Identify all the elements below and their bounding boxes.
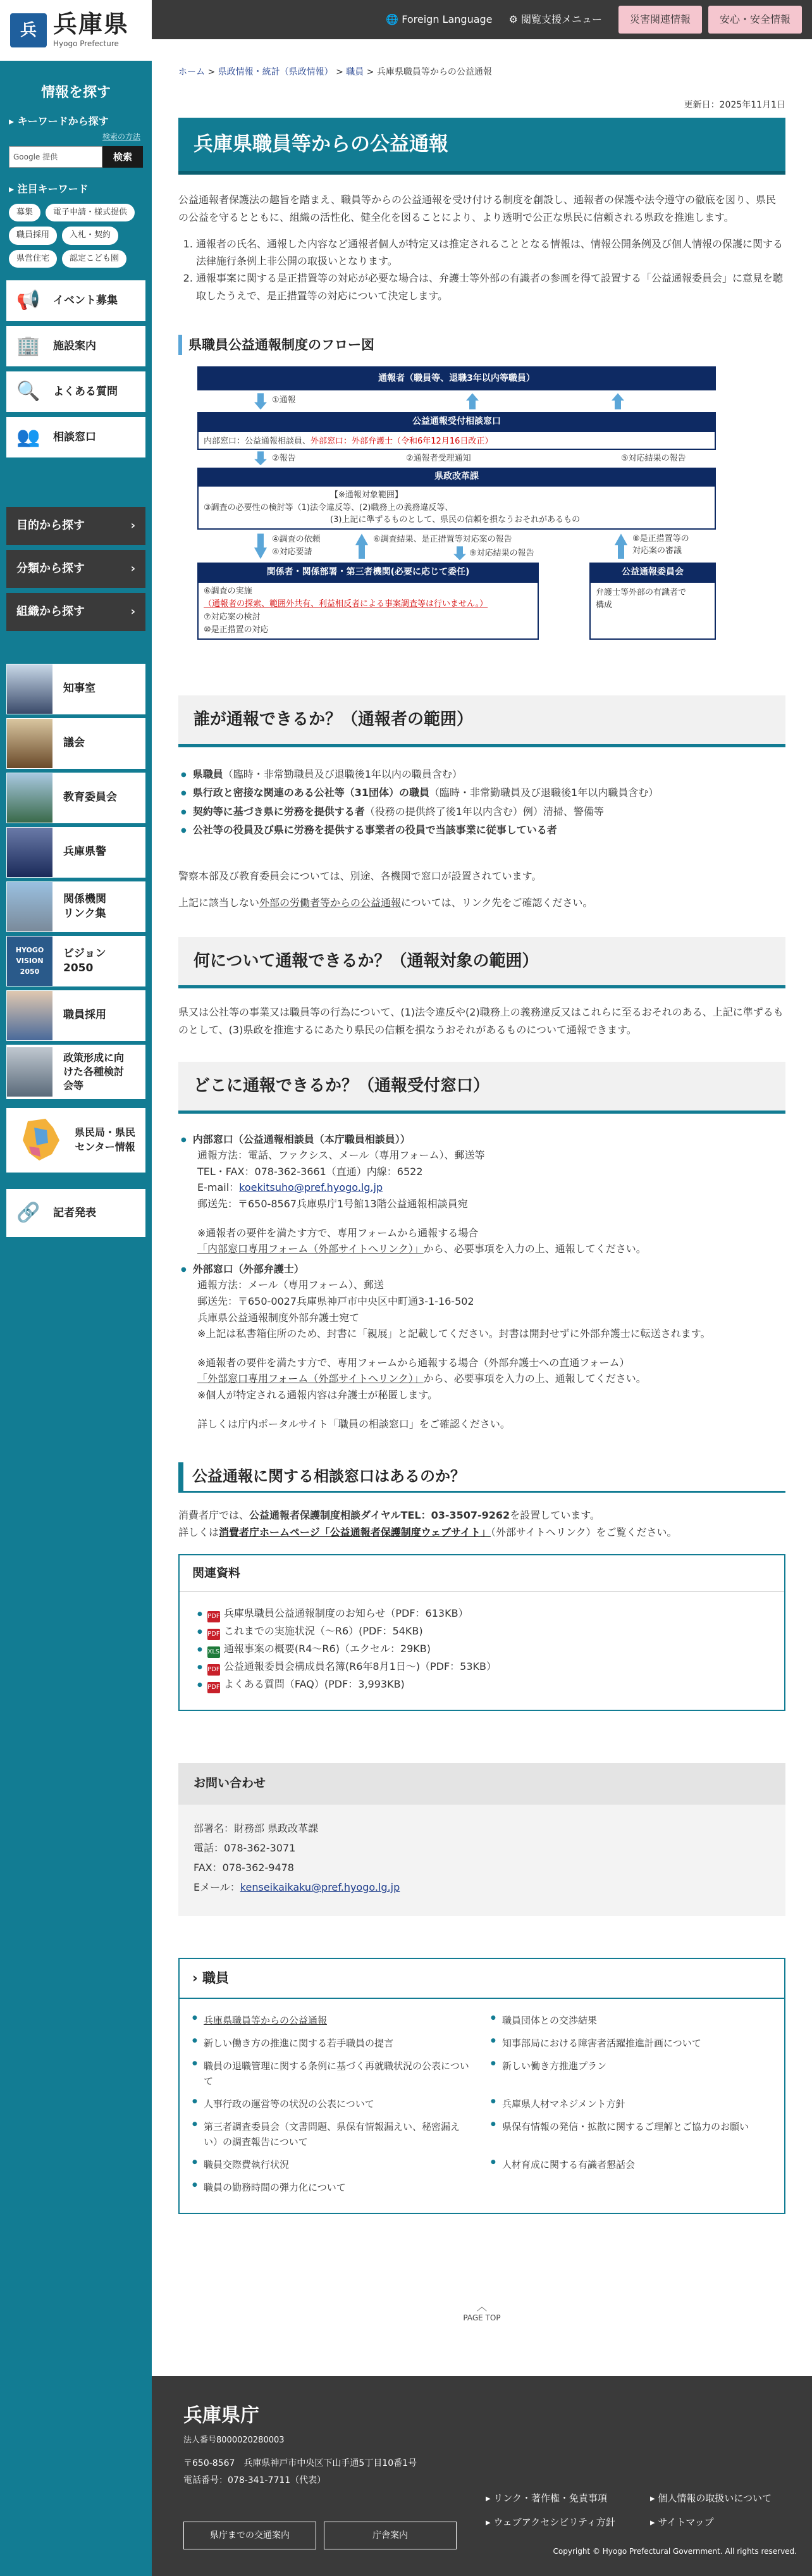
sidebar-heading: 情報を探す (40, 85, 111, 101)
link-policy-meetings[interactable] (6, 1045, 145, 1099)
footer-corp-number: 法人番号8000020280003 (183, 2436, 285, 2445)
vision-logo-icon: HYOGO VISION 2050 (7, 936, 52, 986)
menu-events[interactable] (6, 280, 145, 321)
flow-label (272, 533, 321, 558)
thumb-label: ビジョン 2050 (63, 947, 106, 974)
foreign-language-label: Foreign Language (402, 13, 493, 25)
thumb-label: 職員採用 (63, 1009, 106, 1022)
category-link[interactable]: ● 職員団体との交渉結果 (491, 2013, 772, 2028)
sidebar (0, 0, 152, 2576)
email-link[interactable]: koekitsuho@pref.hyogo.lg.jp (239, 1181, 383, 1194)
category-link[interactable]: ● 兵庫県人材マネジメント方針 (491, 2096, 772, 2112)
list-item (181, 821, 785, 840)
link-governor[interactable] (6, 664, 145, 714)
thumb-label: 議会 (63, 737, 85, 750)
external-form-link[interactable]: 「外部窓口専用フォーム（外部サイトへリンク）」 (197, 1372, 424, 1385)
nav-label: 目的から探す (16, 518, 85, 532)
arrow-down-icon (254, 393, 267, 409)
keyword-tag[interactable]: 県営住宅 (9, 250, 57, 268)
link-assembly[interactable] (6, 718, 145, 769)
nav-by-organization[interactable] (6, 593, 145, 631)
flow-label: ⑥調査結果、是正措置等対応案の報告 (373, 535, 512, 545)
link-recruitment[interactable] (6, 990, 145, 1041)
keyword-tags (0, 197, 152, 276)
flow-text: ⑦対応案の検討 (204, 612, 261, 622)
desk-line: ※通報者の要件を満たす方で、専用フォームから通報する場合（外部弁護士への直通フォーム） (197, 1356, 630, 1369)
external-workers-link[interactable]: 外部の労働者等からの公益通報 (259, 897, 402, 909)
who-bold: 公社等の役員及び県に労務を提供する事業者の役員で当該事業に従事している者 (192, 824, 557, 837)
flow-dept-body (197, 582, 539, 640)
who-text: （臨時・非常勤職員及び退職後1年以内職員含む） (429, 787, 659, 799)
desk-line: 郵送先：〒650-8567兵庫県庁1号館13階公益通報相談員宛 (197, 1197, 468, 1210)
consult-piece: 詳しくは (178, 1526, 219, 1539)
category-link[interactable]: ● 職員交際費執行状況 (192, 2157, 473, 2172)
reading-support-link[interactable] (509, 12, 602, 28)
menu-label: 施設案内 (53, 339, 96, 352)
category-link[interactable]: ● 第三者調査委員会（文書問題、県保有情報漏えい、秘密漏えい）の調査報告について (192, 2119, 473, 2150)
assembly-photo (7, 719, 52, 768)
contact-box (178, 1763, 785, 1916)
nav-by-category[interactable] (6, 550, 145, 588)
section-who-heading: 誰が通報できるか？（通報者の範囲） (178, 695, 785, 747)
doc-link[interactable] (197, 1676, 766, 1693)
nav-label: 組織から探す (16, 604, 85, 618)
main-area (152, 0, 812, 2576)
search-howto-link[interactable]: 検索の方法 (102, 132, 140, 141)
copyright: Copyright © Hyogo Prefectural Government. All rights reserved. (553, 2547, 797, 2556)
disaster-info-button[interactable]: 災害関連情報 (618, 6, 702, 34)
consult-dial: 公益通報者保護制度相談ダイヤルTEL：03-3507-9262 (249, 1509, 510, 1522)
building-guide-button[interactable]: 庁舎案内 (324, 2522, 457, 2549)
footer-addr: 〒650-8567 兵庫県神戸市中央区下山手通5丁目10番1号 (183, 2458, 417, 2468)
footer-link[interactable]: ▸ リンク・著作権・免責事項 (486, 2491, 607, 2506)
flow-desk-internal: 内部窓口：公益通報相談員、 (204, 437, 311, 447)
keyword-tag[interactable]: 電子申請・様式提供 (46, 204, 135, 221)
gear-icon: ⚙ (508, 13, 521, 25)
list-item (181, 765, 785, 784)
desk-text: から、必要事項を入力の上、通報してください。 (423, 1372, 646, 1385)
note-text: については、リンク先をご確認ください。 (401, 897, 593, 909)
list-item (181, 783, 785, 802)
featured-keywords-heading: ▸ 注目キーワード (0, 168, 152, 197)
search-button[interactable]: 検索 (102, 146, 143, 168)
list-item: 1. 通報者の氏名、通報した内容など通報者個人が特定又は推定されることとなる情報は、情報公開条例及び個人情報の保護に関する法律施行条例上非公開の取扱いとなります。 (196, 235, 785, 270)
arrow-up-icon (355, 533, 368, 559)
flow-desk-body (197, 431, 716, 450)
flow-desk-title: 公益通報受付相談窓口 (197, 412, 716, 431)
globe-icon: 🌐 (386, 13, 402, 25)
governor-photo (7, 664, 52, 714)
link-chain-icon: 🔗 (16, 1201, 40, 1224)
thumb-label: 政策形成に向 けた各種検討 会等 (63, 1052, 125, 1092)
thumb-label: 教育委員会 (63, 791, 117, 804)
who-bold: 契約等に基づき県に労務を提供する者 (192, 805, 365, 818)
flow-text: ⑩是正措置の対応 (204, 625, 269, 635)
category-heading (180, 1959, 784, 1999)
internal-desk-title: 内部窓口（公益通報相談員（本庁職員相談員）） (192, 1133, 410, 1145)
flow-label: ①通報 (272, 395, 296, 406)
magnifier-icon: 🔍 (16, 380, 40, 402)
consult-piece: を設置しています。 (510, 1509, 600, 1522)
category-link[interactable]: ● 新しい働き方推進プラン (491, 2058, 772, 2089)
who-text: （臨時・非常勤職員及び退職後1年以内の職員含む） (223, 768, 462, 780)
keyword-tag[interactable]: 入札・契約 (62, 227, 118, 244)
city-photo (7, 882, 52, 931)
related-docs-box (178, 1554, 785, 1711)
breadcrumb-item[interactable]: 県政情報・統計（県政情報） (218, 67, 333, 77)
site-logo[interactable] (0, 0, 152, 62)
desk-line (197, 1179, 785, 1196)
flow-label: ⑧是正措置等の 対応案の審議 (632, 534, 689, 556)
recruit-photo (7, 991, 52, 1040)
pdf-icon: PDF (207, 1682, 220, 1693)
chevron-right-icon: › (130, 518, 135, 532)
chevron-up-icon: ︿ (476, 2301, 487, 2313)
search-input[interactable]: Google 提供 (9, 146, 102, 168)
footer-link[interactable]: ▸ 個人情報の取扱いについて (650, 2491, 772, 2506)
who-bold: 県職員 (192, 768, 223, 780)
foreign-language-link[interactable] (386, 12, 492, 28)
menu-label: よくある質問 (53, 385, 118, 398)
contact-fax: FAX：078-362-9478 (194, 1861, 294, 1874)
menu-faq[interactable] (6, 371, 145, 412)
education-photo (7, 773, 52, 823)
safety-info-button[interactable]: 安心・安全情報 (708, 6, 802, 34)
desk-line: ※上記は私書箱住所のため、封書に「親展」と記載してください。封書は開封せずに外部弁護士に転送されます。 (197, 1328, 711, 1340)
email-label: E-mail： (197, 1181, 240, 1194)
arrow-up-icon (466, 393, 479, 409)
doc-link[interactable] (197, 1658, 766, 1676)
updated-date: 更新日：2025年11月1日 (684, 100, 785, 110)
footer-address (183, 2455, 417, 2490)
breadcrumb-current: 兵庫県職員等からの公益通報 (376, 67, 492, 77)
reading-support-label: 閲覧支援メニュー (520, 13, 602, 25)
flow-text: (3)上記に準ずるものとして、県民の信頼を損なうおそれがあるもの (330, 515, 581, 525)
flow-text: ⑥調査の実施 (204, 587, 252, 597)
keyword-tag[interactable]: 認定こども園 (62, 250, 126, 268)
category-link[interactable]: ● 職員の勤務時間の弾力化について (192, 2180, 473, 2195)
section-where-heading: どこに通報できるか？（通報受付窓口） (178, 1062, 785, 1113)
category-link[interactable]: ● 職員の退職管理に関する条例に基づく再就職状況の公表について (192, 2058, 473, 2089)
desk-line: 通報方法：メール（専用フォーム）、郵送 (197, 1279, 384, 1291)
link-regional-centers[interactable] (6, 1108, 145, 1173)
intro-list (178, 235, 785, 304)
building-icon: 🏢 (16, 334, 40, 357)
flow-label: ②通報者受理通知 (406, 454, 471, 464)
internal-form-link[interactable]: 「内部窓口専用フォーム（外部サイトへリンク）」 (197, 1243, 424, 1255)
page-top-label: PAGE TOP (463, 2313, 501, 2322)
nav-label: 分類から探す (16, 561, 85, 575)
arrow-up-icon (615, 533, 627, 559)
flow-whistleblower: 通報者（職員等、退職3年以内等職員） (197, 366, 716, 390)
related-docs-list (180, 1592, 784, 1693)
page-title: 兵庫県職員等からの公益通報 (178, 118, 785, 175)
excel-icon: XLS (207, 1646, 220, 1658)
link-education-board[interactable] (6, 773, 145, 823)
external-desk-title: 外部窓口（外部弁護士） (192, 1262, 304, 1275)
access-button[interactable]: 県庁までの交通案内 (183, 2522, 316, 2549)
flow-label: ②報告 (272, 454, 296, 464)
hyogo-map-icon (15, 1115, 66, 1166)
chevron-right-icon: › (130, 604, 135, 618)
list-item: 2. 通報事案に関する是正措置等の対応が必要な場合は、弁護士等外部の有識者の参画を得て設置する「公益通報委員会」に意見を聴取したうえで、是正措置等の対応について決定します。 (196, 270, 785, 304)
category-link[interactable]: ● 兵庫県職員等からの公益通報 (192, 2013, 473, 2028)
desk-line (197, 1241, 785, 1257)
link-press-release[interactable] (6, 1189, 145, 1237)
contact-dept: 部署名：財務部 県政改革課 (194, 1822, 319, 1834)
desk-line: ※個人が特定される通報内容は弁護士が秘匿します。 (197, 1388, 438, 1401)
keyword-search-heading: ▸ キーワードから探す (0, 109, 152, 130)
footer-link[interactable]: ▸ ウェブアクセシビリティ方針 (486, 2515, 615, 2530)
thumb-label: 関係機関 リンク集 (63, 892, 106, 920)
flow-diagram (178, 335, 785, 696)
flow-label-instruct: ④対応要請 (272, 547, 312, 557)
desk-line: 兵庫県公益通報制度外部弁護士宛て (197, 1311, 360, 1324)
external-desk-item (181, 1261, 785, 1432)
chevron-right-icon: › (192, 1970, 202, 1986)
banner-label: 県民局・県民 センター情報 (75, 1126, 136, 1153)
internal-desk-body (181, 1147, 785, 1257)
consult-text (178, 1507, 785, 1541)
menu-facilities[interactable] (6, 326, 145, 366)
desk-line: ※通報者の要件を満たす方で、専用フォームから通報する場合 (197, 1226, 479, 1239)
consult-piece: 消費者庁では、 (178, 1509, 250, 1522)
flow-text: 【※通報対象範囲】 (330, 490, 403, 501)
flow-dept-title: 関係者・関係部署・第三者機関(必要に応じて委任) (197, 563, 539, 582)
email-label: Eメール： (194, 1881, 240, 1894)
arrow-down-icon (254, 451, 267, 465)
where-list (178, 1131, 785, 1433)
menu-label: 記者発表 (53, 1206, 96, 1219)
doc-label: 兵庫県職員公益通報制度のお知らせ（PDF：613KB） (223, 1607, 469, 1620)
who-text: （役務の提供終了後1年以内含む）例）清掃、警備等 (364, 805, 604, 818)
desk-line: 郵送先：〒650-0027兵庫県神戸市中央区中町通3-1-16-502 (197, 1295, 474, 1307)
desk-line: 通報方法：電話、ファクシス、メール（専用フォーム）、郵送等 (197, 1149, 485, 1162)
site-title-en: Hyogo Prefecture (53, 39, 119, 48)
section-what-heading: 何について通報できるか？（通報対象の範囲） (178, 937, 785, 988)
contact-email (194, 1877, 770, 1897)
flow-admin-body (197, 485, 716, 530)
menu-label: 相談窓口 (53, 430, 96, 444)
desk-text: から、必要事項を入力の上、通報してください。 (423, 1243, 646, 1255)
footer-name: 兵庫県庁 (183, 2405, 259, 2427)
category-link[interactable]: ● 人事行政の運営等の状況の公表について (192, 2096, 473, 2112)
site-title: 兵庫県 (53, 9, 130, 38)
page-top-button[interactable] (152, 2302, 812, 2324)
doc-link[interactable] (197, 1640, 766, 1658)
doc-link[interactable] (197, 1622, 766, 1640)
flow-canvas (197, 366, 716, 695)
footer-link[interactable]: ▸ サイトマップ (650, 2515, 714, 2530)
thumb-label: 兵庫県警 (63, 845, 106, 859)
category-link[interactable]: ● 新しい働き方の推進に関する若手職員の提言 (192, 2036, 473, 2051)
category-link[interactable]: ● 県保有情報の発信・拡散に関するご理解とご協力のお願い (491, 2119, 772, 2150)
doc-label: 公益通報委員会構成員名簿(R6年8月1日～)（PDF：53KB） (223, 1660, 497, 1673)
related-docs-heading: 関連資料 (180, 1555, 784, 1592)
arrow-up-icon (612, 393, 624, 409)
intro-text: 公益通報者保護法の趣旨を踏まえ、職員等からの公益通報を受け付ける制度を創設し、通報者の保護や法令遵守の徹底を図り、県民の公益を守るとともに、組織の活性化、健全化を図ることにより、より透明で公正な県民に信頼される県政を推進します。 (178, 194, 776, 224)
who-list (178, 765, 785, 840)
prefecture-emblem-icon: 兵 (10, 13, 47, 47)
category-link[interactable]: ● 知事部局における障害者活躍推進計画について (491, 2036, 772, 2051)
footer (152, 2376, 812, 2576)
category-link[interactable]: ● 人材育成に関する有識者懇話会 (491, 2157, 772, 2172)
flow-label: ⑤対応結果の報告 (621, 454, 686, 464)
flow-label: ⑨対応結果の報告 (469, 549, 534, 559)
people-icon: 👥 (16, 425, 40, 448)
contact-tel: 電話：078-362-3071 (194, 1841, 296, 1854)
footer-tel: 電話番号：078-341-7711（代表） (183, 2475, 326, 2486)
doc-label: よくある質問（FAQ）(PDF：3,993KB) (223, 1678, 405, 1691)
content (178, 118, 785, 2214)
breadcrumb: ホーム > 県政情報・統計（県政情報） > 職員 > 兵庫県職員等からの公益通報 (178, 67, 492, 77)
desk-line: TEL・FAX：078-362-3661（直通）内線：6522 (197, 1165, 423, 1178)
flow-text: ③調査の必要性の検討等（1)法令違反等、(2)職務上の義務違反等、 (204, 502, 453, 513)
flow-committee-body: 弁護士等外部の有識者で 構成 (589, 582, 716, 640)
thumb-label: 知事室 (63, 682, 95, 695)
link-related-orgs[interactable] (6, 881, 145, 932)
breadcrumb-item[interactable]: 職員 (346, 67, 364, 77)
section-consult-heading: 公益通報に関する相談窓口はあるのか？ (178, 1462, 785, 1493)
pdf-icon: PDF (207, 1611, 220, 1622)
caa-website-link[interactable]: 消費者庁ホームページ「公益通報者保護制度ウェブサイト」 (219, 1526, 491, 1539)
nav-by-purpose[interactable] (6, 507, 145, 545)
contact-email-link[interactable]: kenseikaikaku@pref.hyogo.lg.jp (240, 1881, 400, 1894)
flow-heading: 県職員公益通報制度のフロー図 (178, 335, 785, 356)
consult-piece: （外部サイトへリンク）をご覧ください。 (490, 1526, 677, 1539)
flow-admin-title: 県政改革課 (197, 468, 716, 485)
chevron-right-icon: › (130, 561, 135, 575)
megaphone-icon: 📢 (16, 289, 40, 311)
who-note-external (178, 894, 785, 912)
desk-line: 詳しくは庁内ポータルサイト「職員の相談窓口」をご確認ください。 (197, 1417, 510, 1430)
breadcrumb-home[interactable]: ホーム (178, 67, 205, 77)
flow-text: （通報者の探索、範囲外共有、利益相反者による事案調査等は行いません。） (204, 599, 488, 609)
pdf-icon: PDF (207, 1629, 220, 1640)
contact-heading: お問い合わせ (178, 1763, 785, 1804)
arrow-down-icon (453, 546, 466, 560)
external-desk-body (181, 1277, 785, 1432)
doc-label: これまでの実施状況（～R6）(PDF：54KB) (223, 1625, 423, 1638)
list-item (181, 802, 785, 821)
doc-label: 通報事案の概要(R4～R6)（エクセル：29KB) (223, 1643, 431, 1655)
arrow-down-icon (254, 533, 267, 559)
keyword-tag[interactable]: 職員採用 (9, 227, 57, 244)
who-bold: 県行政と密接な関連のある公社等（31団体）の職員 (192, 787, 430, 799)
flow-label-request: ④調査の依頼 (272, 535, 321, 545)
what-text: 県又は公社等の事業又は職員等の行為について、(1)法令違反や(2)職務上の義務違反又はこれらに至るおそれのある、上記に準ずるものとして、(3)県政を推進するにあたり県民の信頼を損なうおそれがあるものについて通報できます。 (178, 1006, 784, 1036)
doc-link[interactable] (197, 1605, 766, 1622)
desk-line (197, 1371, 785, 1387)
category-links (180, 1999, 784, 2213)
contact-body (178, 1805, 785, 1917)
link-police[interactable] (6, 827, 145, 878)
who-note-police: 警察本部及び教育委員会については、別途、各機関で窓口が設置されています。 (178, 870, 542, 883)
police-photo (7, 828, 52, 877)
internal-desk-item (181, 1131, 785, 1257)
category-box (178, 1958, 785, 2214)
flow-committee-title: 公益通報委員会 (589, 563, 716, 582)
keyword-tag[interactable]: 募集 (9, 204, 40, 221)
flow-desk-external: 外部窓口：外部弁護士（令和6年12月16日改正） (311, 437, 493, 447)
menu-consultation[interactable] (6, 417, 145, 457)
category-title: 職員 (202, 1970, 229, 1986)
pdf-icon: PDF (207, 1664, 220, 1676)
menu-label: イベント募集 (53, 294, 118, 307)
note-text: 上記に該当しない (178, 897, 260, 909)
top-bar (152, 0, 812, 39)
meeting-photo (7, 1047, 52, 1097)
link-vision-2050[interactable] (6, 936, 145, 986)
